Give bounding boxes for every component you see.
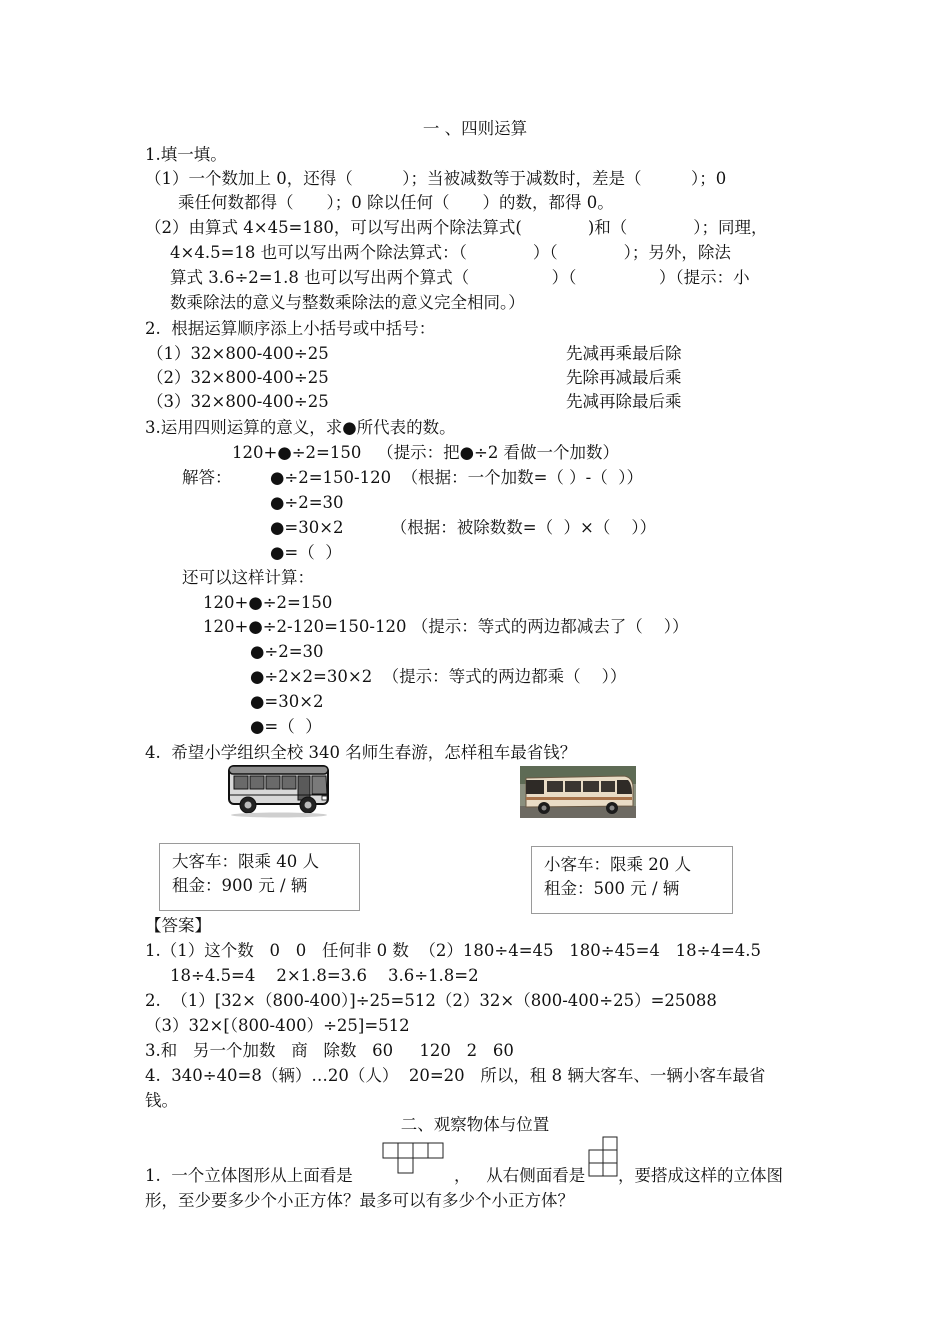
q2-title: 2. 根据运算顺序添上小括号或中括号： xyxy=(145,319,436,338)
right-view-figure xyxy=(588,1136,620,1178)
q2-note-3: 先减再除最后乘 xyxy=(566,392,682,411)
section2-title: 二、观察物体与位置 xyxy=(400,1115,550,1134)
q3-line-11: ●=（ ） xyxy=(250,717,322,736)
q1-line-2: 乘任何数都得（ ）；0 除以任何（ ）的数，都得 0。 xyxy=(178,193,614,212)
q1-line-5: 算式 3.6÷2=1.8 也可以写出两个算式（ ）（ ）（提示：小 xyxy=(170,268,750,287)
q3-line-2: ●÷2=150-120 （根据：一个加数=（ ）-（ ）） xyxy=(270,468,643,487)
answer-2-cont: （3）32×[（800-400）÷25]=512 xyxy=(145,1016,410,1035)
q3-line-7: 120+●÷2-120=150-120 （提示：等式的两边都减去了（ ）） xyxy=(203,617,689,636)
small-bus-capacity: 小客车：限乘 20 人 xyxy=(544,855,691,874)
q3-line-1: 120+●÷2=150 （提示：把●÷2 看做一个加数） xyxy=(232,443,620,462)
section2-q1-part-b: ， 从右侧面看是 xyxy=(454,1166,586,1185)
big-bus-rent: 租金：900 元 / 辆 xyxy=(172,876,308,895)
big-bus-capacity: 大客车：限乘 40 人 xyxy=(172,852,319,871)
q3-line-6: 120+●÷2=150 xyxy=(203,593,333,612)
answer-2: 2. （1）[32×（800-400）]÷25=512（2）32×（800-400÷25）=25088 xyxy=(145,991,717,1010)
q1-line-1: （1）一个数加上 0，还得（ ）；当被减数等于减数时，差是（ ）；0 xyxy=(145,169,727,188)
answer-1: 1.（1）这个数 0 0 任何非 0 数 （2）180÷4=45 180÷45=4 18÷4=4.5 xyxy=(145,941,762,960)
q4-title: 4. 希望小学组织全校 340 名师生春游，怎样租车最省钱？ xyxy=(145,743,577,762)
q3-alt-label: 还可以这样计算： xyxy=(182,568,314,587)
q1-line-3: （2）由算式 4×45=180，可以写出两个除法算式( )和（ ）；同理， xyxy=(145,218,768,237)
answer-3: 3.和 另一个加数 商 除数 60 120 2 60 xyxy=(145,1041,514,1060)
section2-q1-part-c: ，要搭成这样的立体图 xyxy=(618,1166,783,1185)
q1-title: 1.填一填。 xyxy=(145,145,227,164)
section2-q1-part-d: 形，至少要多少个小正方体？最多可以有多少个小正方体？ xyxy=(145,1191,574,1210)
q1-line-6: 数乘除法的意义与整数乘除法的意义完全相同。） xyxy=(170,293,525,312)
answers-title: 【答案】 xyxy=(145,916,211,935)
section1-title: 一 、四则运算 xyxy=(422,119,528,138)
q2-note-2: 先除再减最后乘 xyxy=(566,368,682,387)
small-bus-image xyxy=(520,766,636,818)
big-bus-image xyxy=(226,762,332,818)
q3-line-10: ●=30×2 xyxy=(250,692,324,711)
top-view-figure xyxy=(382,1142,444,1176)
q2-expr-2: （2）32×800-400÷25 xyxy=(147,368,329,387)
q3-line-9: ●÷2×2=30×2 （提示：等式的两边都乘（ ）） xyxy=(250,667,627,686)
q3-line-8: ●÷2=30 xyxy=(250,642,324,661)
answer-1-cont: 18÷4.5=4 2×1.8=3.6 3.6÷1.8=2 xyxy=(170,966,479,985)
q2-expr-3: （3）32×800-400÷25 xyxy=(147,392,329,411)
q3-line-5: ●=（ ） xyxy=(270,543,342,562)
answer-4-cont: 钱。 xyxy=(145,1091,178,1110)
q3-line-3: ●÷2=30 xyxy=(270,493,344,512)
q3-answer-label: 解答： xyxy=(182,468,232,487)
section2-q1-part-a: 1. 一个立体图形从上面看是 xyxy=(145,1166,353,1185)
q1-line-4: 4×4.5=18 也可以写出两个除法算式：（ ）（ ）；另外，除法 xyxy=(170,243,731,262)
answer-4: 4. 340÷40=8（辆）…20（人） 20=20 所以，租 8 辆大客车、一辆小客车最省 xyxy=(145,1066,766,1085)
q3-title: 3.运用四则运算的意义，求●所代表的数。 xyxy=(145,418,456,437)
small-bus-info-box xyxy=(531,846,733,914)
small-bus-rent: 租金：500 元 / 辆 xyxy=(544,879,680,898)
q2-note-1: 先减再乘最后除 xyxy=(566,344,682,363)
q3-line-4: ●=30×2 （根据：被除数数=（ ）×（ ）） xyxy=(270,518,657,537)
big-bus-info-box xyxy=(159,843,360,911)
q2-expr-1: （1）32×800-400÷25 xyxy=(147,344,329,363)
